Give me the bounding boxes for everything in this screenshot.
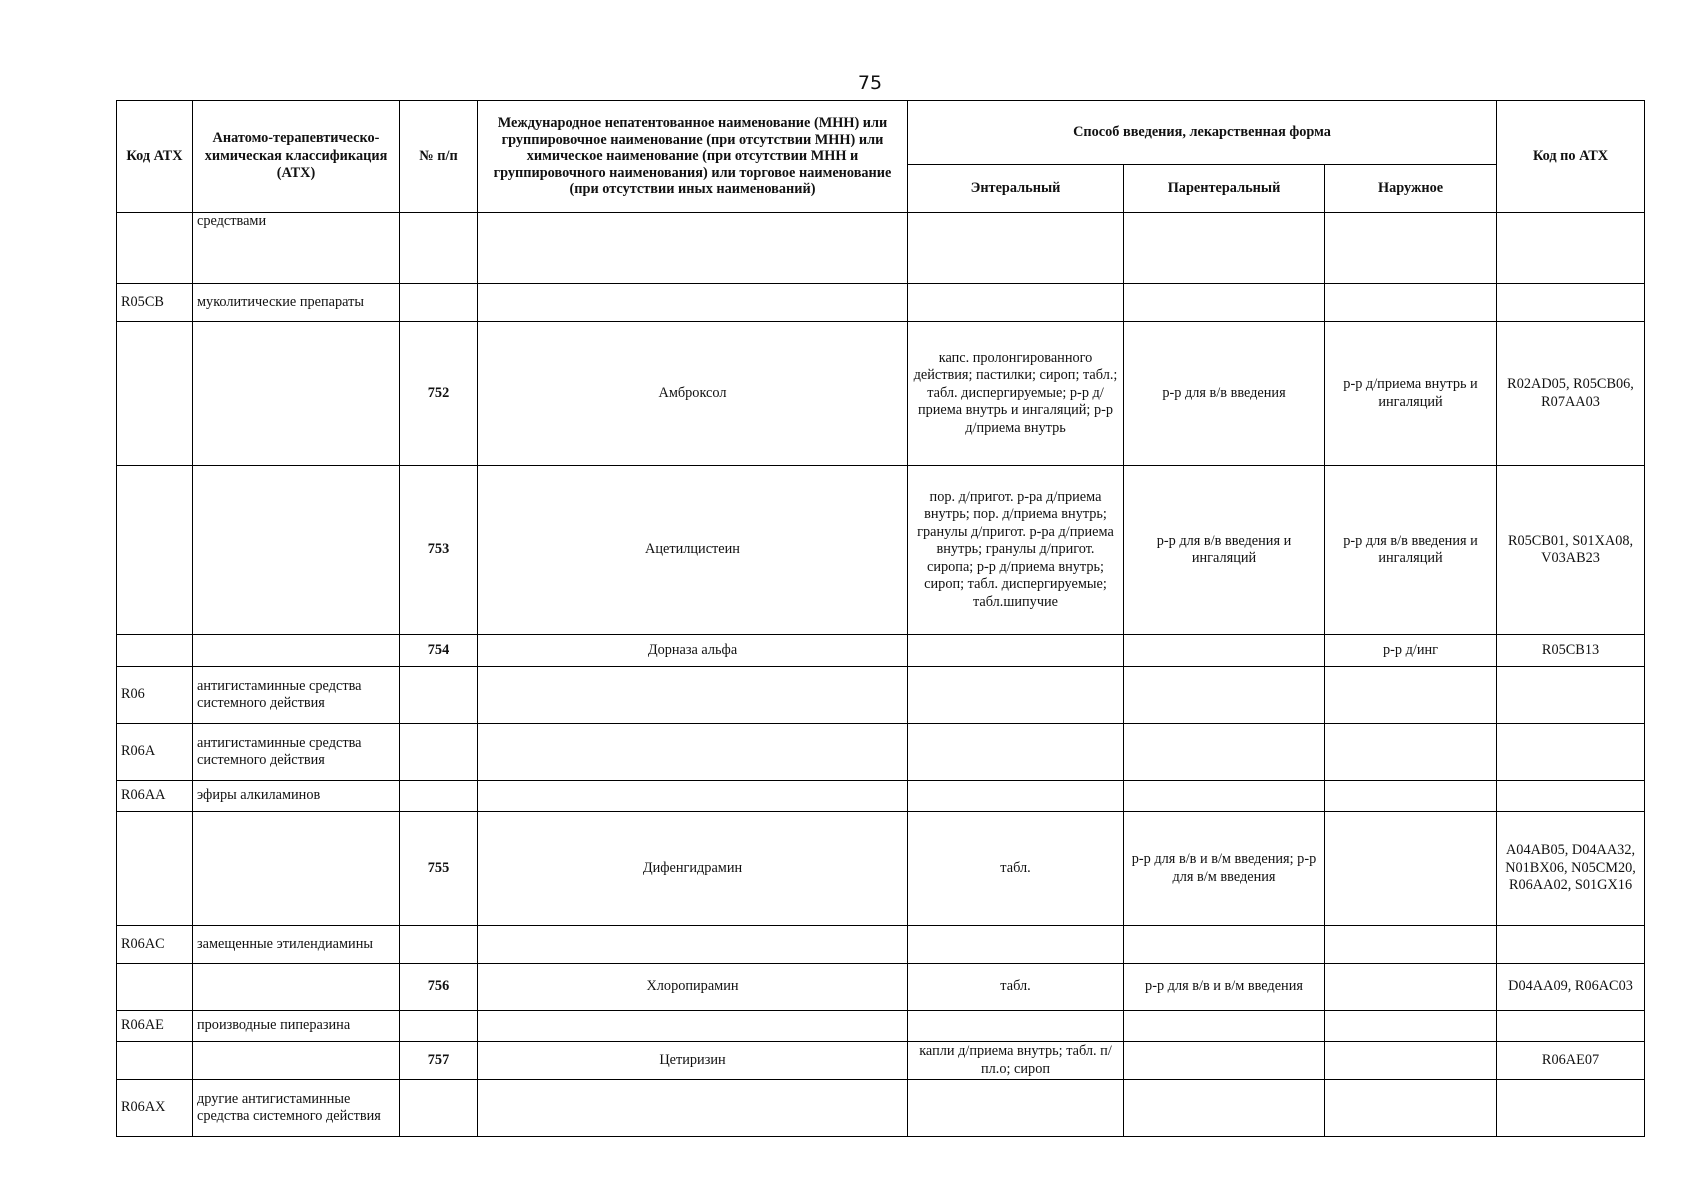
header-external: Наружное — [1325, 165, 1497, 213]
table-row — [117, 724, 1645, 781]
cell-number — [400, 1011, 478, 1042]
cell-enteral — [908, 667, 1124, 724]
cell-atc — [1497, 724, 1645, 781]
cell-external — [1325, 213, 1497, 284]
cell-parenteral — [1124, 1042, 1325, 1080]
cell-parenteral: р-р для в/в введения и ингаляций — [1124, 466, 1325, 635]
cell-external — [1325, 284, 1497, 322]
cell-parenteral: р-р для в/в и в/м введения — [1124, 964, 1325, 1011]
cell-enteral — [908, 926, 1124, 964]
table-row — [117, 322, 1645, 466]
cell-external — [1325, 1011, 1497, 1042]
cell-enteral — [908, 1011, 1124, 1042]
cell-atc: R06AE07 — [1497, 1042, 1645, 1080]
cell-atc — [1497, 213, 1645, 284]
cell-enteral: капли д/приема внутрь; табл. п/пл.о; сироп — [908, 1042, 1124, 1080]
cell-enteral: пор. д/пригот. р-ра д/приема внутрь; пор. д/приема внутрь; гранулы д/пригот. р-ра д/приема внутрь; гранулы д/пригот. сиропа; р-р д/приема внутрь; сироп; табл. диспергируемые; табл.шипучие — [908, 466, 1124, 635]
drug-table — [116, 100, 1645, 1137]
cell-classification: антигистаминные средства системного действия — [193, 667, 400, 724]
cell-external — [1325, 724, 1497, 781]
cell-name — [478, 213, 908, 284]
cell-classification: производные пиперазина — [193, 1011, 400, 1042]
cell-atc — [1497, 1011, 1645, 1042]
cell-enteral: табл. — [908, 964, 1124, 1011]
cell-name: Дифенгидрамин — [478, 812, 908, 926]
cell-code — [117, 964, 193, 1011]
table-body — [117, 213, 1645, 1137]
table-row — [117, 1042, 1645, 1080]
cell-classification: средствами — [193, 213, 400, 284]
cell-parenteral — [1124, 635, 1325, 667]
header-route: Способ введения, лекарственная форма — [908, 101, 1497, 165]
cell-name: Ацетилцистеин — [478, 466, 908, 635]
cell-external — [1325, 926, 1497, 964]
cell-classification: эфиры алкиламинов — [193, 781, 400, 812]
table-row — [117, 964, 1645, 1011]
cell-external: р-р для в/в введения и ингаляций — [1325, 466, 1497, 635]
cell-atc — [1497, 781, 1645, 812]
cell-name — [478, 724, 908, 781]
cell-classification — [193, 635, 400, 667]
cell-enteral — [908, 724, 1124, 781]
cell-external: р-р д/инг — [1325, 635, 1497, 667]
table-row — [117, 213, 1645, 284]
table-row — [117, 1080, 1645, 1137]
cell-number — [400, 724, 478, 781]
cell-code — [117, 322, 193, 466]
cell-atc: R05CB01, S01XA08, V03AB23 — [1497, 466, 1645, 635]
cell-number: 752 — [400, 322, 478, 466]
header-atc-code: Код по АТХ — [1497, 101, 1645, 213]
cell-name: Дорназа альфа — [478, 635, 908, 667]
cell-name — [478, 667, 908, 724]
header-classification: Анатомо-терапевтическо-химическая классификация (АТХ) — [193, 101, 400, 213]
cell-code: R06AE — [117, 1011, 193, 1042]
table-row — [117, 284, 1645, 322]
cell-atc — [1497, 926, 1645, 964]
header-code: Код АТХ — [117, 101, 193, 213]
cell-parenteral — [1124, 1011, 1325, 1042]
cell-parenteral — [1124, 667, 1325, 724]
cell-external: р-р д/приема внутрь и ингаляций — [1325, 322, 1497, 466]
table-row — [117, 926, 1645, 964]
cell-classification: замещенные этилендиамины — [193, 926, 400, 964]
cell-classification — [193, 322, 400, 466]
cell-atc: A04AB05, D04AA32, N01BX06, N05CM20, R06AA02, S01GX16 — [1497, 812, 1645, 926]
cell-code: R06AC — [117, 926, 193, 964]
cell-enteral — [908, 1080, 1124, 1137]
cell-external — [1325, 1042, 1497, 1080]
cell-external — [1325, 1080, 1497, 1137]
header-name: Международное непатентованное наименование (МНН) или группировочное наименование (при отсутствии МНН) или химическое наименование (при отсутствии МНН и группировочного наименования) или торговое наименование (при отсутствии иных наименований) — [478, 101, 908, 213]
cell-classification: антигистаминные средства системного действия — [193, 724, 400, 781]
cell-name — [478, 926, 908, 964]
cell-parenteral: р-р для в/в и в/м введения; р-р для в/м введения — [1124, 812, 1325, 926]
cell-code: R06A — [117, 724, 193, 781]
cell-enteral: капс. пролонгированного действия; пастилки; сироп; табл.; табл. диспергируемые; р-р д/приема внутрь и ингаляций; р-р д/приема внутрь — [908, 322, 1124, 466]
cell-classification — [193, 964, 400, 1011]
cell-code: R06 — [117, 667, 193, 724]
header-number: № п/п — [400, 101, 478, 213]
cell-name — [478, 284, 908, 322]
cell-external — [1325, 667, 1497, 724]
cell-number — [400, 213, 478, 284]
cell-classification: муколитические препараты — [193, 284, 400, 322]
cell-enteral — [908, 635, 1124, 667]
cell-name — [478, 1080, 908, 1137]
cell-parenteral — [1124, 724, 1325, 781]
cell-name: Хлоропирамин — [478, 964, 908, 1011]
cell-name: Цетиризин — [478, 1042, 908, 1080]
table-row — [117, 781, 1645, 812]
cell-parenteral — [1124, 284, 1325, 322]
cell-classification — [193, 812, 400, 926]
cell-number — [400, 781, 478, 812]
cell-code — [117, 812, 193, 926]
cell-number — [400, 667, 478, 724]
cell-enteral: табл. — [908, 812, 1124, 926]
cell-parenteral — [1124, 926, 1325, 964]
cell-number: 755 — [400, 812, 478, 926]
cell-code: R05CB — [117, 284, 193, 322]
cell-external — [1325, 812, 1497, 926]
cell-name — [478, 781, 908, 812]
cell-number — [400, 926, 478, 964]
cell-parenteral: р-р для в/в введения — [1124, 322, 1325, 466]
cell-number: 756 — [400, 964, 478, 1011]
table-row — [117, 812, 1645, 926]
cell-classification — [193, 1042, 400, 1080]
cell-number — [400, 284, 478, 322]
cell-code: R06AX — [117, 1080, 193, 1137]
cell-parenteral — [1124, 781, 1325, 812]
cell-external — [1325, 964, 1497, 1011]
cell-number: 753 — [400, 466, 478, 635]
table-row — [117, 667, 1645, 724]
cell-number: 754 — [400, 635, 478, 667]
cell-atc — [1497, 1080, 1645, 1137]
cell-code: R06AA — [117, 781, 193, 812]
cell-code — [117, 213, 193, 284]
cell-atc: R05CB13 — [1497, 635, 1645, 667]
cell-classification — [193, 466, 400, 635]
cell-code — [117, 1042, 193, 1080]
cell-name: Амброксол — [478, 322, 908, 466]
header-row — [117, 101, 1645, 165]
cell-name — [478, 1011, 908, 1042]
header-parenteral: Парентеральный — [1124, 165, 1325, 213]
cell-atc — [1497, 667, 1645, 724]
cell-parenteral — [1124, 1080, 1325, 1137]
table-row — [117, 466, 1645, 635]
cell-classification: другие антигистаминные средства системного действия — [193, 1080, 400, 1137]
page-number: 75 — [857, 72, 883, 94]
cell-enteral — [908, 213, 1124, 284]
header-enteral: Энтеральный — [908, 165, 1124, 213]
cell-enteral — [908, 284, 1124, 322]
cell-number: 757 — [400, 1042, 478, 1080]
table-row — [117, 635, 1645, 667]
table-row — [117, 1011, 1645, 1042]
cell-parenteral — [1124, 213, 1325, 284]
cell-code — [117, 635, 193, 667]
cell-atc: D04AA09, R06AC03 — [1497, 964, 1645, 1011]
cell-external — [1325, 781, 1497, 812]
cell-atc: R02AD05, R05CB06, R07AA03 — [1497, 322, 1645, 466]
cell-number — [400, 1080, 478, 1137]
cell-atc — [1497, 284, 1645, 322]
cell-code — [117, 466, 193, 635]
cell-enteral — [908, 781, 1124, 812]
